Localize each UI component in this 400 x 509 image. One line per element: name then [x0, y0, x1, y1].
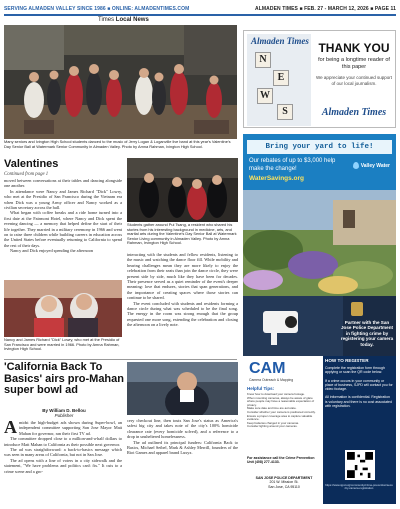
valley-water-ad[interactable]: [243, 134, 396, 296]
how-item: All information is confidential. Registration is voluntary and there is no cost associated with registration.: [325, 395, 392, 409]
students-photo-caption: Students gather around Pui Tsang, a resident who shared his stories from his interesting background in medicine, arts, and martial arts during the Valentine's Day Senior Ball at Watermark Senior Living community in Almaden Valley. Photo by Amna Rahman, Irvington High School.: [127, 222, 237, 246]
drop-cap: A: [4, 417, 17, 437]
paragraph: interacting with the students and fellow residents, listening to the music and watching the dance floor fill. While mobility and hearing challenges mean they are more likely to enjoy the celebration from their seats than join the dance circle, they were present side by side, much like they have been for decades. Their presence served as a quiet reminder of the event's deeper meaning: love that endures, stories that span generations, and the importance of creating spaces where those stories can continue to be shared.: [127, 252, 238, 301]
how-to-register: [325, 358, 393, 500]
tips-list: [247, 393, 321, 429]
tip-item: Keep batteries charged in your cameras.: [247, 420, 300, 425]
how-item: If a crime occurs in your community or place of business, SJPD will contact you for video footage.: [325, 378, 393, 392]
paragraph: The ad was straightforward: a back-to-basics message which was seen in many areas of California, but not in San Jose.: [4, 447, 122, 458]
thank-you-footer: Almaden Times: [321, 107, 387, 118]
tile-w: W: [257, 88, 273, 104]
thank-you-line2: We appreciate your continued support of our local journalism.: [316, 75, 392, 86]
dept-address: SAN JOSE POLICE DEPARTMENT 201 W. Mission St. San Jose, CA 95110: [255, 476, 313, 489]
how-item: Complete the registration form through applying or scan the QR code below.: [325, 366, 385, 375]
header-right: ALMADEN TIMES ■ FEB. 27 - MARCH 12, 2026 ■ PAGE 11: [255, 5, 396, 12]
section-label: Times Local News: [98, 17, 149, 23]
dance-photo-caption: Many seniors and Ivington High School students danced to the music of Jerry Logan & Loganville live band at this year's Valentine's Day Senior Ball at Watermark Senior Community in Almaden Valley. Photo by Amna Rahman, Ivington High School.: [4, 139, 231, 149]
paragraph: In attendance were Nancy and James Richard "Dick" Lowry, who met at the Presidio of San Francisco during the Vietnam era when Dick was a young Army officer and Nancy worked as a civilian secretary across the hall.: [4, 188, 122, 211]
news-tiles-image: [247, 34, 311, 126]
paragraph: The ad outlined its principal funders: California Back to Basics, Michael Seibel, Mark & Ashley Merrill, founders of the Riot Games and apparel brand Luxyx.: [127, 439, 238, 456]
tips-title: Helpful Tips:: [247, 386, 275, 391]
badge-icon: [351, 302, 363, 316]
lowry-couple-photo: [4, 280, 122, 337]
cam-logo: CAM: [249, 360, 286, 377]
byline: By William D. Bellou Publisher: [42, 408, 86, 418]
tip-item: Make sure date and time are accurate.: [247, 406, 297, 411]
tip-item: Ensure a proper coverage area to capture valuable evidence.: [247, 413, 313, 422]
camera-image: [243, 296, 396, 356]
mahan-photo: [127, 362, 238, 415]
header-rule: [4, 14, 396, 16]
tip-item: Consider lighting around your cameras.: [247, 424, 298, 429]
thank-you-ad[interactable]: [243, 30, 396, 128]
students-photo: [127, 158, 238, 222]
tile-s: S: [277, 104, 293, 120]
paragraph: What began with coffee breaks and a ride home turned into a first date at the Fairmont Hotel, where Nancy and Dick spent the evening dancing — a memory that helped define the start of their life together. They married in a military ceremony in 1966 and went on to raise three children while building careers in education across the United States before eventually returning to California to spend the rest of their days.: [4, 210, 122, 248]
paragraph: cery checkout line, then touts San Jose's status as America's safest big city and takes note of the city's 100% homicide clearance rate (every homicide solved), and a reference to a drop in unsheltered homelessness.: [127, 418, 238, 440]
california-col1: [4, 417, 122, 506]
thank-you-line1: for being a longtime reader of this paper: [318, 57, 390, 70]
dance-photo: [4, 25, 237, 139]
how-title: HOW TO REGISTER: [325, 358, 369, 363]
water-url[interactable]: WaterSavings.org: [249, 175, 305, 182]
california-headline: 'California Back To Basics' airs pro-Mahan super bowl ad: [4, 361, 124, 396]
contact-text: For assistance call the Crime Prevention Unit (408) 277-4133.: [247, 456, 315, 465]
valentines-col1: [4, 178, 122, 280]
qr-code[interactable]: [345, 450, 375, 480]
valentines-headline: Valentines: [4, 158, 59, 170]
water-banner: Bring your yard to life!: [247, 140, 392, 154]
page-header: [4, 4, 396, 13]
cam-info-panel: [243, 356, 323, 504]
paragraph: The committee dropped close to a million-and-a-half dollars to introduce Matt Mahan to California as their possible next governor.: [4, 436, 122, 447]
garden-image: [243, 190, 396, 296]
header-left: SERVING ALMADEN VALLEY SINCE 1986 ■ ONLINE: ALMADENTIMES.COM: [4, 5, 190, 12]
valley-water-logo: Valley Water: [353, 162, 390, 169]
partner-text: Partner with the San Jose Police Department in fighting crime by registering your camera today.: [340, 320, 394, 347]
sjpd-camera-ad[interactable]: [243, 296, 396, 504]
cam-logo-sub: Camera Outreach & Mapping: [249, 378, 294, 382]
california-col2: [127, 418, 238, 506]
registration-url[interactable]: https://www.sjpd.org/community/crime-prevention/security-camera-registration: [325, 483, 393, 491]
tip-item: When mounting cameras, always be aware of glare where people may have a reasonable expectation of privacy.: [247, 395, 315, 407]
thank-you-title: THANK YOU: [318, 41, 390, 55]
water-rebate-text: Our rebates of up to $3,000 help make the change!: [249, 158, 336, 172]
tip-item: Know how to download your camera footage.: [247, 392, 305, 396]
paragraph: The event concluded with students and residents forming a dance circle during what was scheduled to be the final song. The energy in the room was strong enough that the group requested one more song, extending the celebration and closing the afternoon on a lively note.: [127, 300, 238, 328]
tile-n: N: [255, 52, 271, 68]
lowry-photo-caption: Nancy and James Richard "Dick" Lowry, who met at the Presidio of San Francisco and were married in 1966. Photo by Amna Rahman, Irvington High School.: [4, 337, 120, 352]
paragraph: The ad opens with a line of voters in a city sidewalk and the statement, "We have problems and politics can't fix." It cuts to a crime scene and a gro-: [4, 457, 122, 474]
ad-brand: Almaden Times: [251, 36, 309, 46]
tip-item: Consider whether your camera is positioned correctly.: [247, 409, 316, 414]
paragraph: Amidst the high-budget ads shown during Super-bowl, an independent committee supporting San Jose Mayor Matt Mahan for governor, ran their first TV ad.: [4, 417, 122, 437]
paragraph: moved between conversations at their tables and dancing alongside one another.: [4, 178, 122, 189]
drop-icon: [353, 162, 359, 169]
continued-note: Continued from page 1: [4, 172, 49, 177]
valentines-col3: [127, 252, 238, 356]
paragraph: Nancy and Dick enjoyed spending the afternoon: [10, 248, 94, 254]
section-divider: [4, 359, 237, 360]
tile-e: E: [273, 70, 289, 86]
